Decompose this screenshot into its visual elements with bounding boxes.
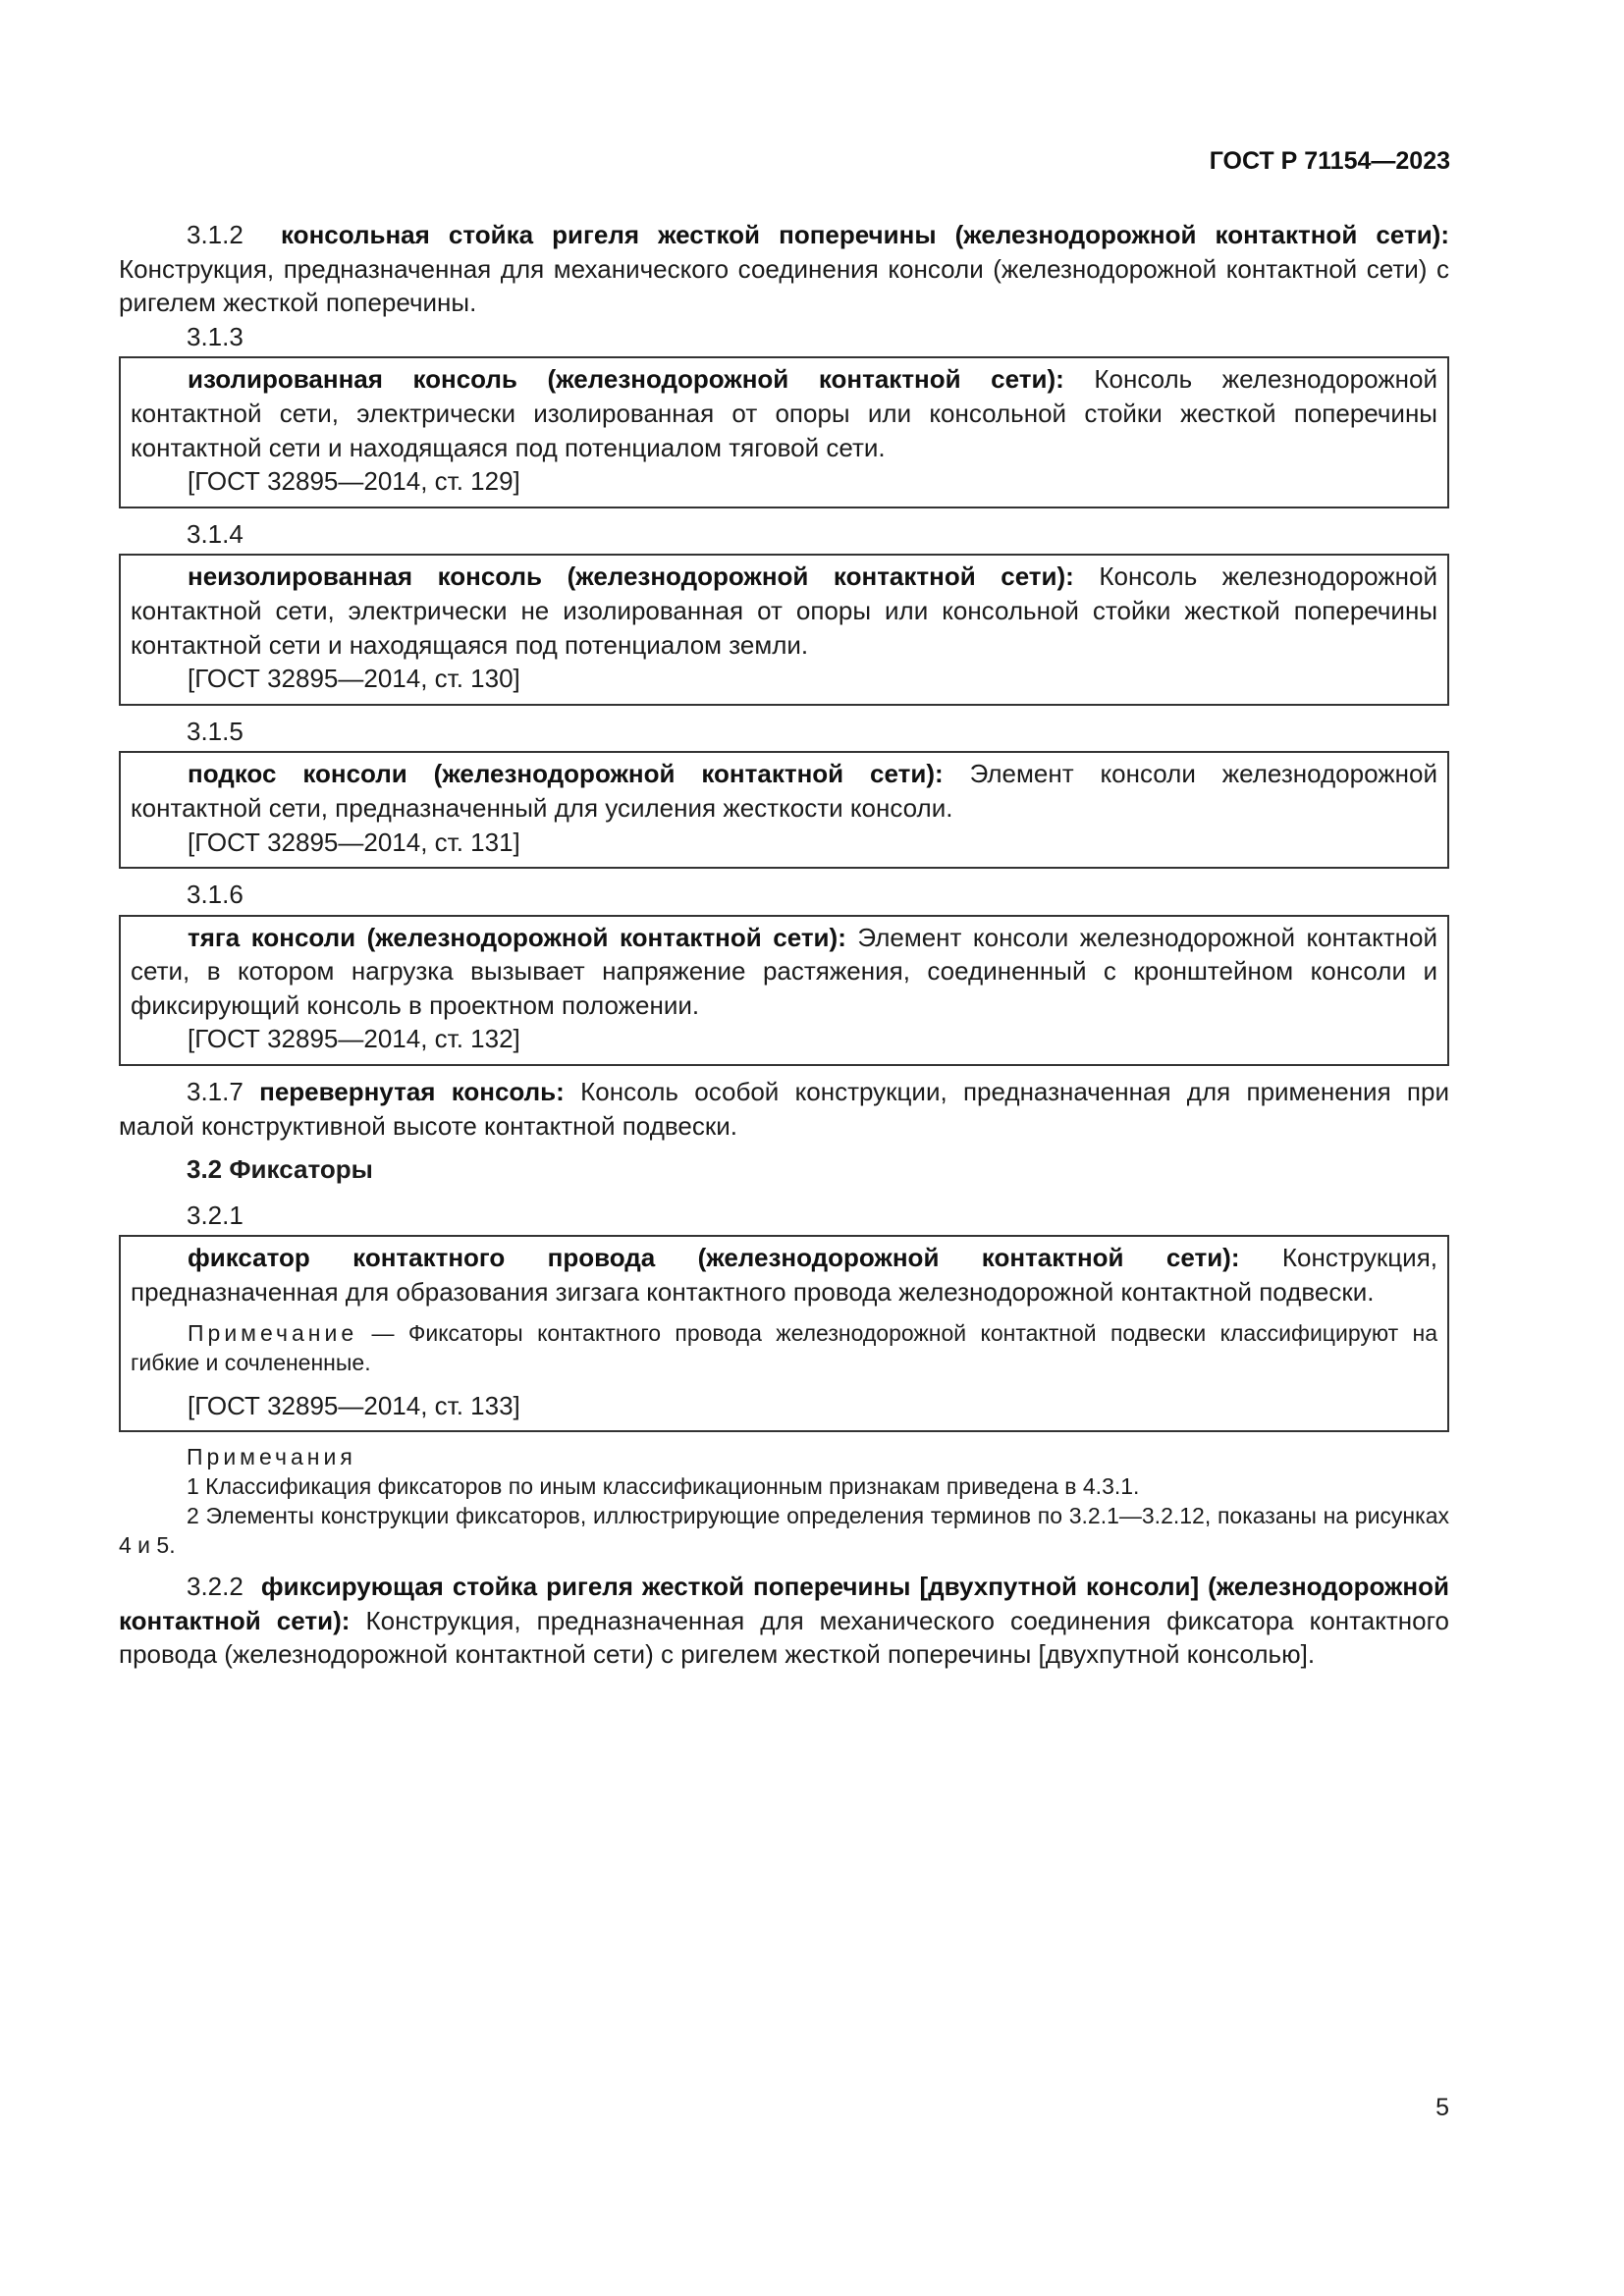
term-number-3-1-5: 3.1.5 [187,716,244,746]
term-reference: [ГОСТ 32895—2014, ст. 132] [188,1024,520,1054]
term-box-3-1-3 [119,356,1449,507]
term-number: 3.1.7 [187,1077,244,1107]
notes-block [119,1442,1449,1560]
term-definition: Элемент консоли железнодорожной контактной сети, предназначенный для усиления жесткости консоли. [131,759,1437,823]
term-definition: Консоль особой конструкции, предназначенная для применения при малой конструктивной высоте контактной подвески. [119,1077,1449,1141]
term-definition: Элемент консоли железнодорожной контактной сети, в котором нагрузка вызывает напряжение растяжения, соединенный с кронштейном консоли и фиксирующий консоль в проектном положении. [131,922,1437,1020]
term-entry [131,560,1437,662]
term-entry [131,1241,1437,1308]
term-reference: [ГОСТ 32895—2014, ст. 129] [188,466,520,497]
term-title: изолированная консоль (железнодорожной контактной сети): [188,364,1064,395]
term-definition: Консоль железнодорожной контактной сети, электрически не изолированная от опоры или консольной стойки жесткой поперечины контактной сети и находящаяся под потенциалом земли. [131,561,1437,660]
term-reference: [ГОСТ 32895—2014, ст. 133] [188,1390,520,1420]
term-number-3-1-4: 3.1.4 [187,518,244,549]
notes-heading: Примечания [187,1444,356,1470]
note-text: — Фиксаторы контактного провода железнодорожной контактной подвески классифицируют на гибкие и сочлененные. [131,1319,1437,1375]
term-entry [131,757,1437,825]
note-label: Примечание [188,1319,358,1346]
term-3-2-2 [119,1570,1449,1672]
term-number-3-2-1: 3.2.1 [187,1200,244,1230]
term-title: тяга консоли (железнодорожной контактной сети): [188,922,846,952]
term-entry [131,362,1437,464]
term-title: перевернутая консоль: [259,1077,565,1107]
term-title: неизолированная консоль (железнодорожной контактной сети): [188,561,1074,592]
term-definition: Конструкция, предназначенная для механического соединения фиксатора контактного провода (железнодорожной контактной сети) с ригелем жесткой поперечины [двухпутной консолью]. [119,1605,1449,1670]
term-box-3-1-6 [119,915,1449,1066]
term-title: подкос консоли (железнодорожной контактной сети): [188,759,944,789]
term-3-1-7 [119,1075,1449,1143]
term-number-3-1-3: 3.1.3 [187,321,244,351]
term-definition: Конструкция, предназначенная для образования зигзага контактного провода железнодорожной контактной подвески. [131,1243,1437,1308]
term-reference: [ГОСТ 32895—2014, ст. 130] [188,664,520,694]
term-number: 3.1.2 [187,220,244,249]
term-entry [131,921,1437,1023]
note-item-2: 2 Элементы конструкции фиксаторов, иллюстрирующие определения терминов по 3.2.1—3.2.12, показаны на рисунках 4 и 5. [119,1503,1449,1559]
note-item-1: 1 Классификация фиксаторов по иным классификационным признакам приведена в 4.3.1. [187,1473,1140,1500]
term-number-3-1-6: 3.1.6 [187,880,244,910]
term-title: консольная стойка ригеля жесткой поперечины (железнодорожной контактной сети): [281,220,1449,249]
term-box-3-2-1 [119,1235,1449,1432]
document-header: ГОСТ Р 71154—2023 [1209,147,1450,175]
term-3-1-2 [119,218,1449,320]
term-note [131,1318,1437,1377]
term-title: фиксирующая стойка ригеля жесткой поперечины [двухпутной консоли] (железнодорожной контактной сети): [119,1572,1449,1635]
term-title: фиксатор контактного провода (железнодорожной контактной сети): [188,1243,1240,1273]
section-title: 3.2 Фиксаторы [187,1154,373,1185]
term-box-3-1-4 [119,554,1449,705]
term-box-3-1-5 [119,751,1449,869]
page-number: 5 [1435,2094,1449,2121]
term-reference: [ГОСТ 32895—2014, ст. 131] [188,827,520,857]
document-body [119,218,1449,1672]
term-definition: Конструкция, предназначенная для механического соединения консоли (железнодорожной контактной сети) с ригелем жесткой поперечины. [119,253,1449,318]
term-number: 3.2.2 [187,1572,244,1602]
term-definition: Консоль железнодорожной контактной сети, электрически изолированная от опоры или консольной стойки жесткой поперечины контактной сети и находящаяся под потенциалом тяговой сети. [131,364,1437,462]
